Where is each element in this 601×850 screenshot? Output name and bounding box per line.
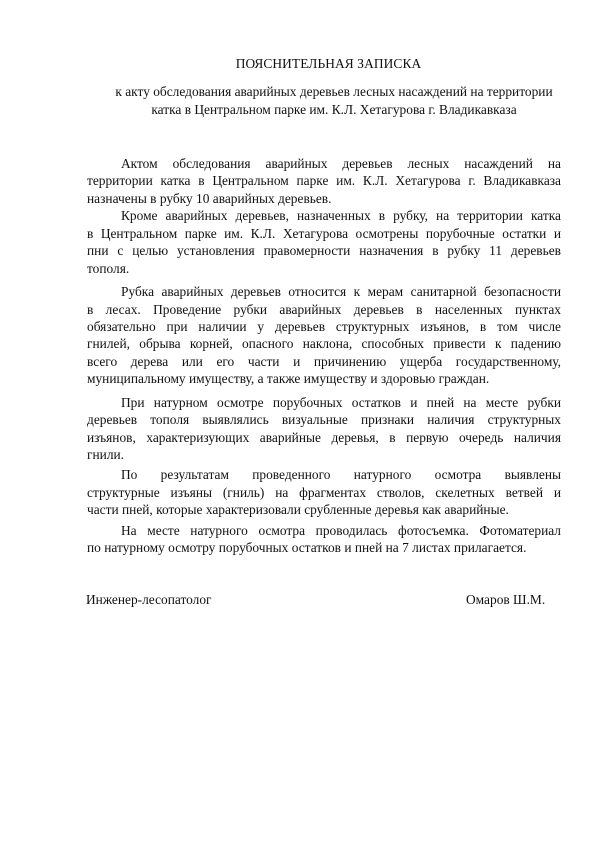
text-line: изъянов, характеризующих аварийные деревья, в первую очередь наличия <box>87 429 561 445</box>
text-line: в лесах. Проведение рубки аварийных деревьев в населенных пунктах <box>87 301 561 317</box>
text-line: по натурному осмотру порубочных остатков и пней на 7 листах прилагается. <box>87 540 527 556</box>
paragraph <box>87 522 561 557</box>
signature-name: Омаров Ш.М. <box>466 592 546 607</box>
text-line: территории катка в Центральном парке им. К.Л. Хетагурова г. Владикавказа <box>87 173 561 189</box>
text-line: На месте натурного осмотра проводилась фотосъемка. Фотоматериал <box>121 522 561 538</box>
subtitle-line: катка в Центральном парке им. К.Л. Хетагурова г. Владикавказа <box>151 102 517 117</box>
document-body <box>87 155 561 557</box>
text-line: в Центральном парке им. К.Л. Хетагурова осмотрены порубочные остатки и <box>87 225 561 241</box>
paragraph <box>87 207 561 277</box>
text-line: структурные изъяны (гниль) на фрагментах стволов, скелетных ветвей и <box>87 484 561 500</box>
paragraph <box>87 155 561 207</box>
text-line: части пней, которые характеризовали срубленные деревья как аварийные. <box>87 502 509 518</box>
text-line: Актом обследования аварийных деревьев лесных насаждений на <box>121 156 561 171</box>
text-line: тополя. <box>87 260 130 276</box>
paragraph <box>87 394 561 464</box>
text-line: обязательно при наличии у деревьев структурных изъянов, в том числе <box>87 318 561 334</box>
text-line: муниципальному имуществу, а также имуществу и здоровью граждан. <box>87 371 490 387</box>
document-subtitle <box>84 83 584 119</box>
text-line: деревьев тополя выявлялись визуальные признаки наличия структурных <box>87 412 561 428</box>
text-line: Кроме аварийных деревьев, назначенных в рубку, на территории катка <box>121 208 561 224</box>
text-line: гнили. <box>87 447 125 462</box>
text-line: всего дерева или его части и причинению ущерба государственному, <box>87 353 561 369</box>
text-line: При натурном осмотре порубочных остатков и пней на месте рубки <box>121 394 561 410</box>
signature-role: Инженер-лесопатолог <box>86 592 212 607</box>
text-line: По результатам проведенного натурного осмотра выявлены <box>121 467 561 483</box>
paragraph <box>87 283 561 388</box>
text-line: назначены в рубку 10 аварийных деревьев. <box>87 190 332 206</box>
text-line: Рубка аварийных деревьев относится к мерам санитарной безопасности <box>121 284 561 300</box>
document-title: ПОЯСНИТЕЛЬНАЯ ЗАПИСКА <box>235 56 422 71</box>
text-line: гнилей, обрыва корней, опасного наклона, способных привести к падению <box>87 336 561 352</box>
subtitle-line: к акту обследования аварийных деревьев лесных насаждений на территории <box>115 84 553 99</box>
text-line: пни с целью установления правомерности назначения в рубку 11 деревьев <box>87 243 561 259</box>
paragraph <box>87 466 561 518</box>
